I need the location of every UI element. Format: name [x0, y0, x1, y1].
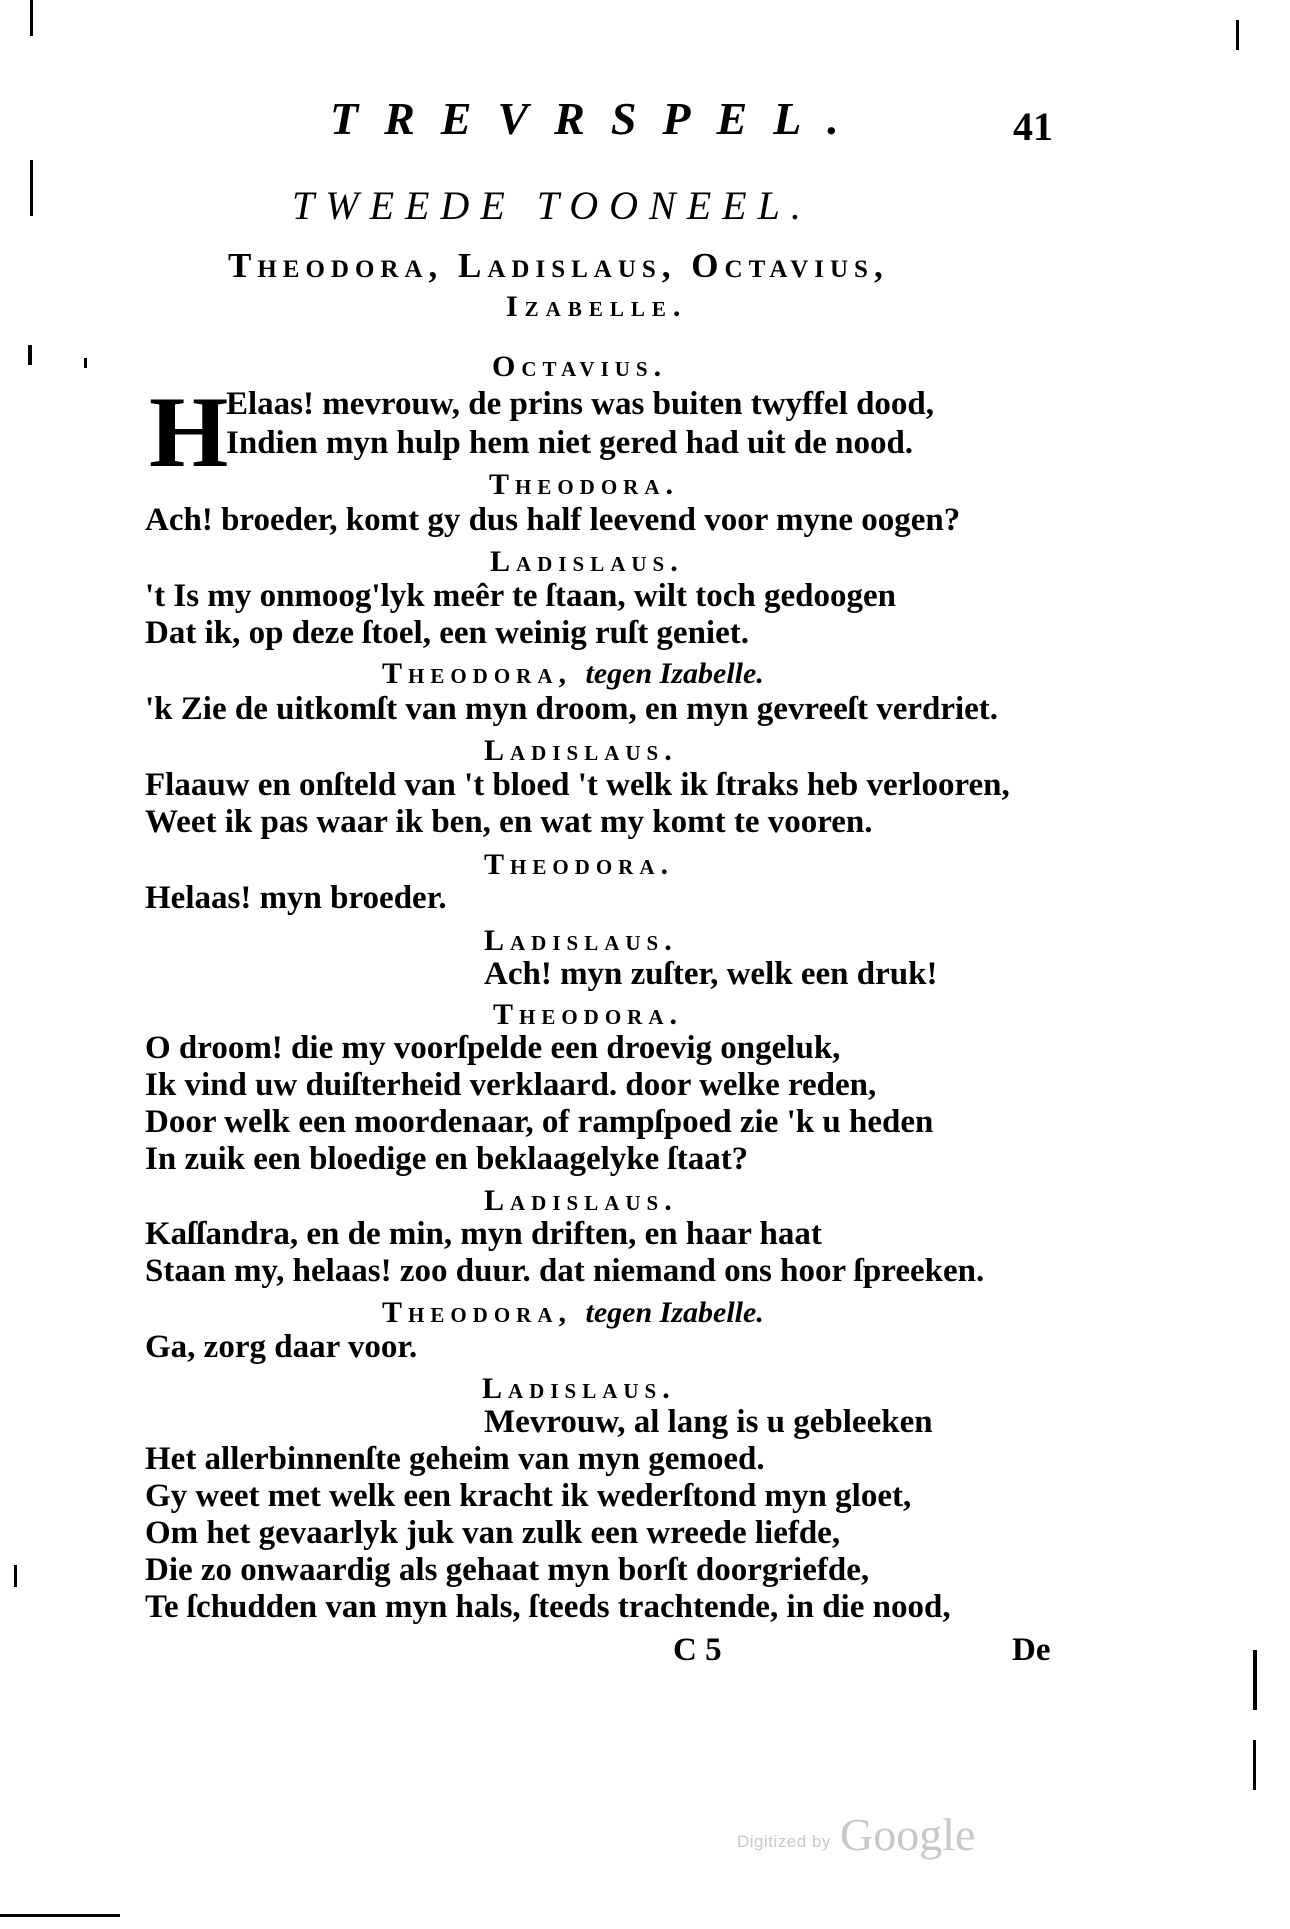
speaker-label: Ladislaus. [482, 1372, 676, 1405]
speaker-label: Theodora. [484, 848, 675, 881]
verse-line: 'k Zie de uitkomſt van myn droom, en myn gevreeſt verdriet. [145, 691, 999, 727]
scan-artifact [30, 160, 33, 216]
speaker-label: Ladislaus. [490, 545, 684, 578]
scan-artifact [0, 1914, 120, 1917]
verse-line: Te ſchudden van myn hals, ſteeds trachtende, in die nood, [145, 1589, 951, 1625]
verse-line: Kaſſandra, en de min, myn driften, en haar haat [145, 1216, 822, 1252]
scan-artifact [1253, 1740, 1256, 1790]
speaker-label: Theodora. [489, 468, 680, 501]
speaker-label: Ladislaus. [484, 924, 678, 957]
verse-line: Ik vind uw duiſterheid verklaard. door welke reden, [145, 1067, 877, 1103]
verse-line: Helaas! myn broeder. [145, 880, 447, 916]
verse-line: Het allerbinnenſte geheim van myn gemoed. [145, 1441, 765, 1477]
scene-title: TWEEDE TOONEEL. [292, 183, 812, 228]
running-head: TREVRSPEL. [330, 93, 865, 144]
speaker-label: Ladislaus. [484, 1184, 678, 1217]
speaker-label: Theodora. [493, 998, 684, 1031]
verse-line: Staan my, helaas! zoo duur. dat niemand ons hoor ſpreeken. [145, 1253, 985, 1289]
signature-mark: C 5 [673, 1632, 722, 1668]
scan-artifact [1253, 1650, 1257, 1710]
speaker-name: Theodora, [382, 1296, 573, 1329]
verse-line: In zuik een bloedige en beklaagelyke ſtaat? [145, 1141, 749, 1177]
scan-artifact [1236, 20, 1239, 50]
verse-line: Dat ik, op deze ſtoel, een weinig ruſt geniet. [145, 615, 749, 651]
verse-line: Elaas! mevrouw, de prins was buiten twyffel dood, [226, 386, 935, 422]
verse-line: O droom! die my voorſpelde een droevig ongeluk, [145, 1030, 841, 1066]
scan-artifact [84, 358, 87, 368]
verse-line: Indien myn hulp hem niet gered had uit de nood. [226, 425, 914, 461]
verse-line: Om het gevaarlyk juk van zulk een wreede liefde, [145, 1515, 841, 1551]
verse-line: Weet ik pas waar ik ben, en wat my komt te vooren. [145, 804, 873, 840]
stage-direction: tegen Izabelle. [585, 657, 764, 690]
speaker-label [382, 657, 764, 691]
stage-direction: tegen Izabelle. [585, 1296, 764, 1329]
scan-artifact [28, 345, 32, 365]
digitized-by-label: Digitized by [737, 1832, 831, 1851]
verse-line: Door welk een moordenaar, of rampſpoed zie 'k u heden [145, 1104, 934, 1140]
verse-line: 't Is my onmoog'lyk meêr te ſtaan, wilt toch gedoogen [145, 578, 896, 614]
verse-line: Gy weet met welk een kracht ik wederſtond myn gloet, [145, 1478, 912, 1514]
cast-list-line-1: Theodora, Ladislaus, Octavius, [228, 246, 889, 285]
verse-line: Ach! broeder, komt gy dus half leevend voor myne oogen? [145, 502, 961, 538]
drop-cap: H [149, 376, 229, 489]
verse-line: Ga, zorg daar voor. [145, 1329, 418, 1365]
speaker-label: Octavius. [492, 350, 668, 383]
speaker-name: Theodora, [382, 657, 573, 690]
verse-line: Mevrouw, al lang is u gebleeken [484, 1404, 933, 1440]
verse-line: Die zo onwaardig als gehaat myn borſt doorgriefde, [145, 1552, 870, 1588]
verse-line: Flaauw en onſteld van 't bloed 't welk ik ſtraks heb verlooren, [145, 767, 1010, 803]
scan-artifact [30, 0, 33, 36]
page-number: 41 [1013, 104, 1053, 149]
catchword: De [1012, 1632, 1051, 1668]
speaker-label [382, 1296, 764, 1330]
scan-artifact [14, 1565, 17, 1587]
verse-line: Ach! myn zuſter, welk een druk! [484, 956, 938, 992]
cast-list-line-2: Izabelle. [506, 290, 688, 323]
speaker-label: Ladislaus. [484, 734, 678, 767]
google-watermark: Google [840, 1809, 976, 1860]
